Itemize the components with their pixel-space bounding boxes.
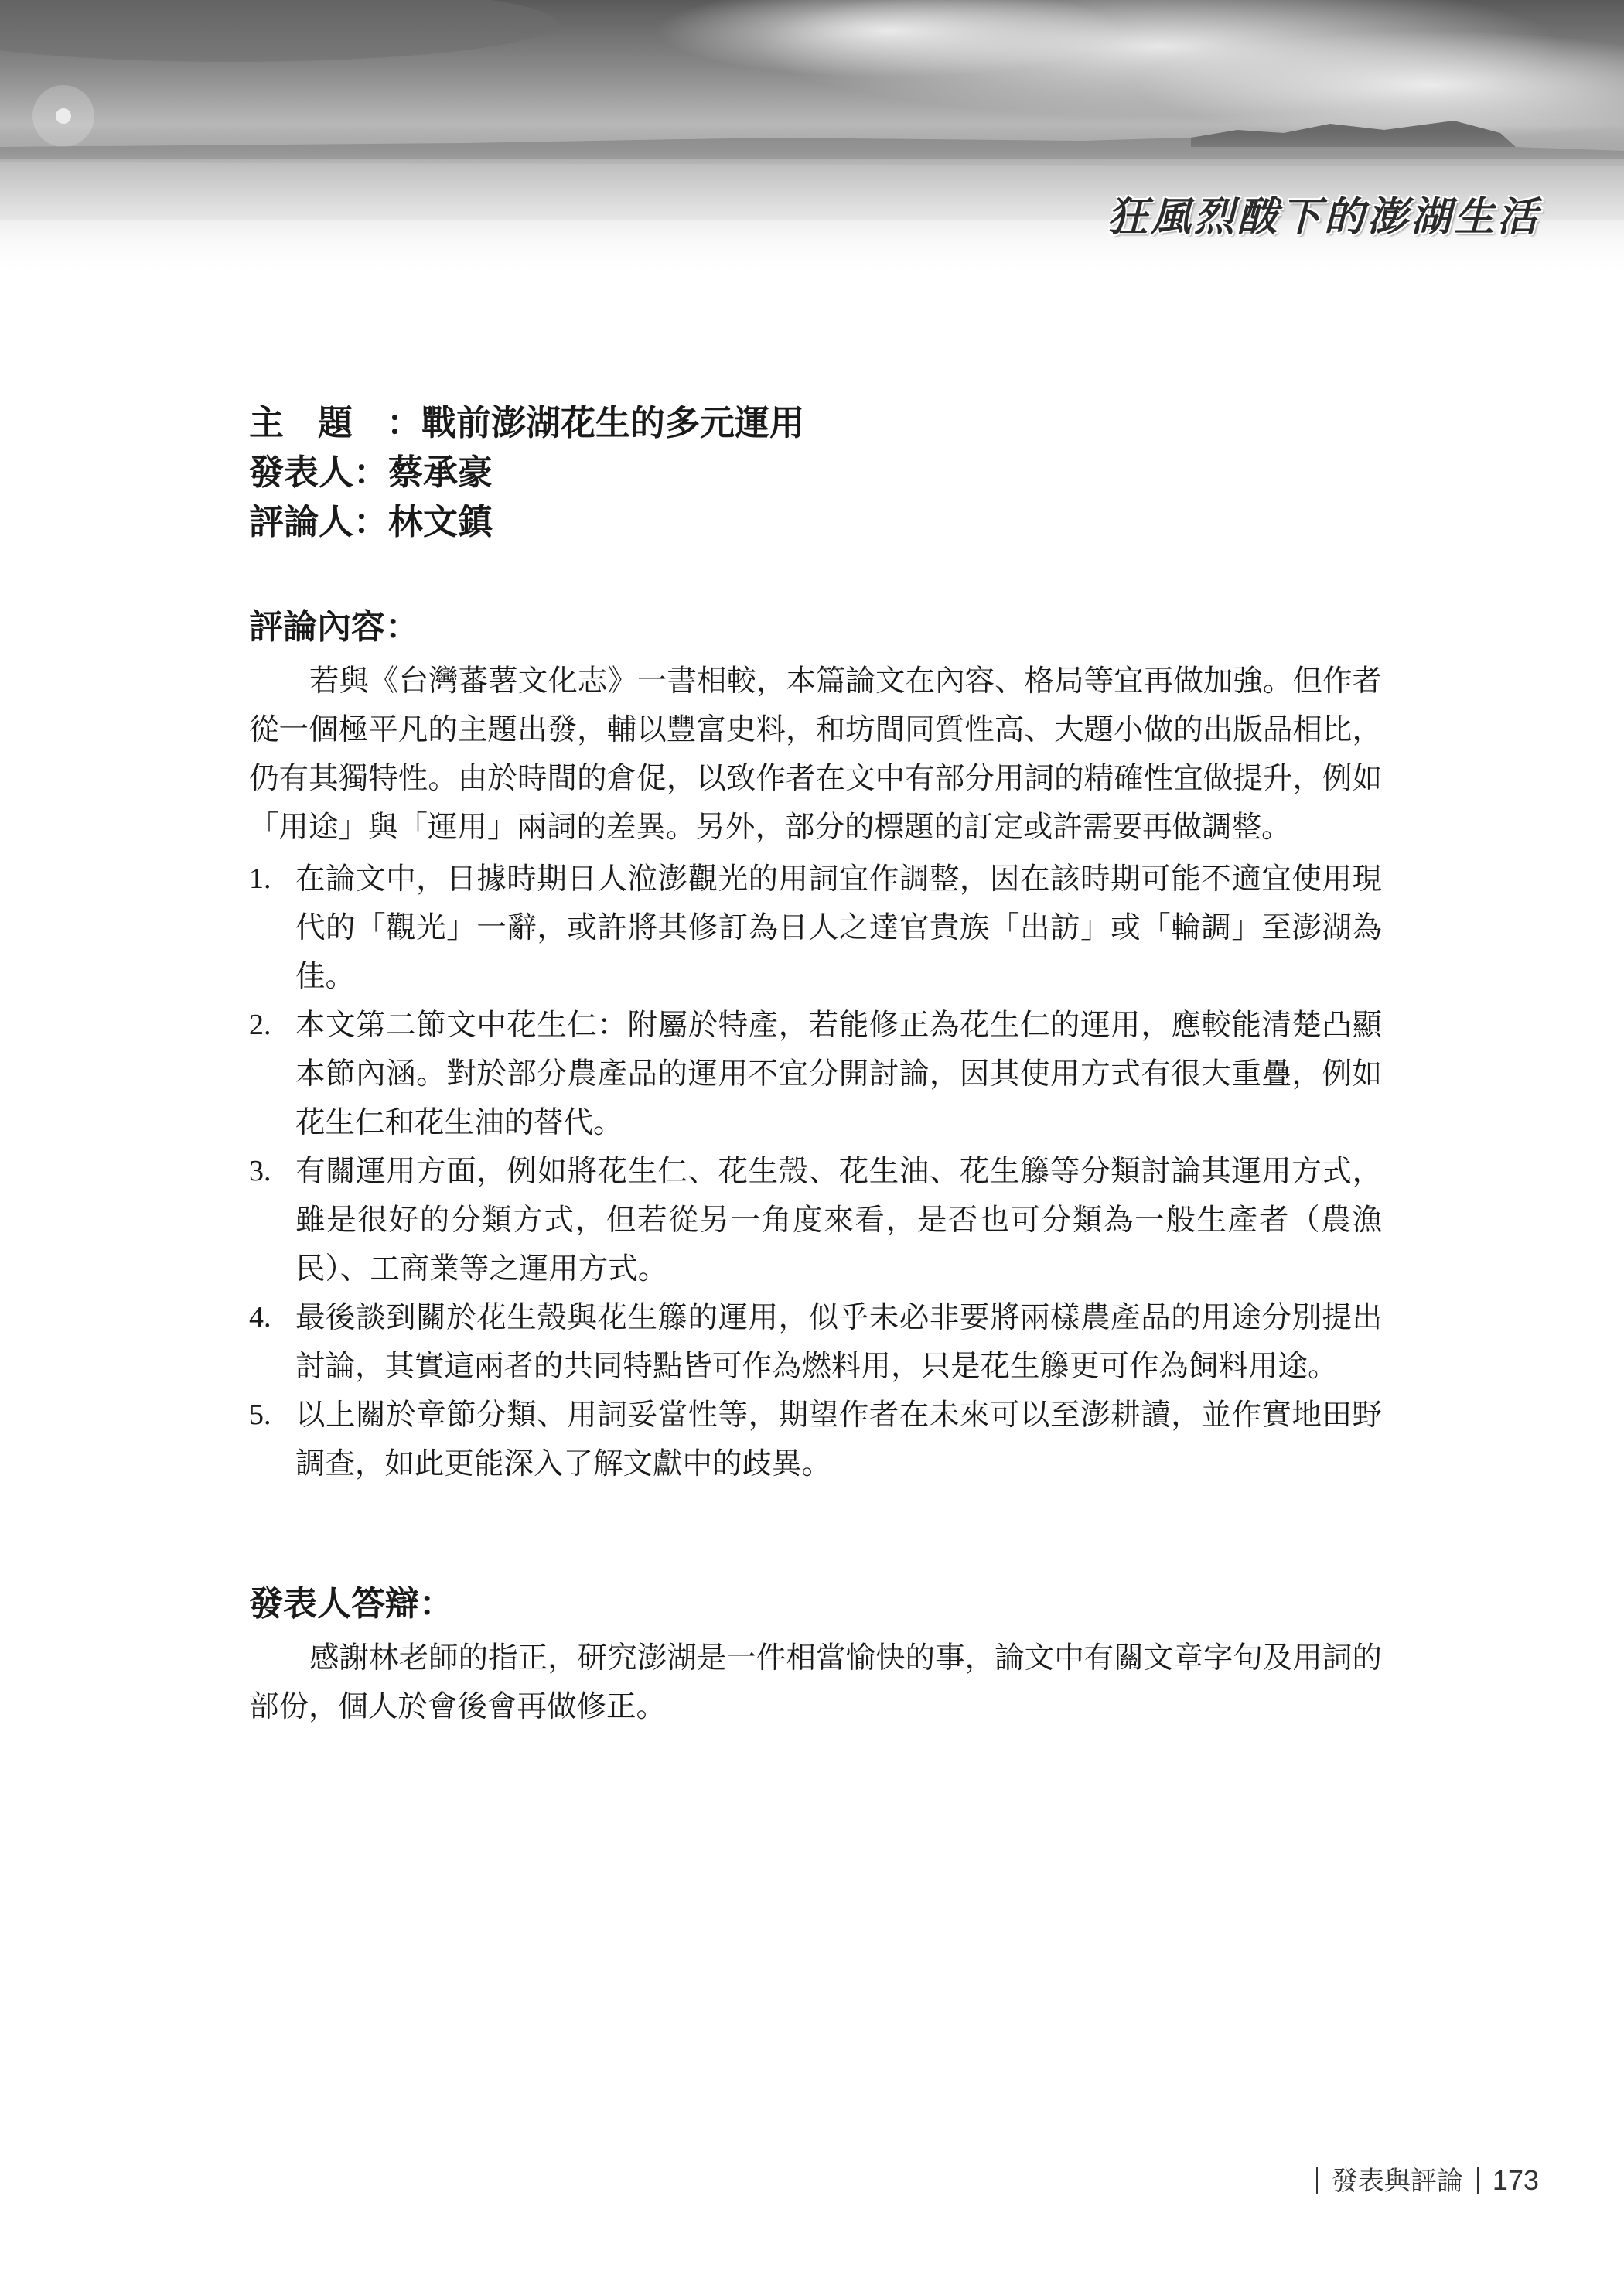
reviewer-value: 林文鎮: [388, 501, 493, 542]
article-body: [249, 398, 1382, 1761]
list-item: 2. 本文第二節文中花生仁：附屬於特產，若能修正為花生仁的運用，應較能清楚凸顯本節內涵。對於部分農產品的運用不宜分開討論，因其使用方式有很大重疊，例如花生仁和花生油的替代。: [249, 1008, 1382, 1140]
header-banner: [0, 0, 1624, 278]
footer-section: 發表與評論: [1331, 2166, 1463, 2197]
review-intro: 若與《台灣蕃薯文化志》一書相較，本篇論文在內容、格局等宜再做加強。但作者從一個極平凡的主題出發，輔以豐富史料，和坊間同質性高、大題小做的出版品相比，仍有其獨特性。由於時間的倉促，以致作者在文中有部分用詞的精確性宜做提升，例如「用途」與「運用」兩詞的差異。另外，部分的標題的訂定或許需要再做調整。: [249, 664, 1382, 845]
divider: [1477, 2167, 1479, 2194]
topic-line: 主題：戰前澎湖花生的多元運用: [249, 398, 1382, 448]
reply-heading: 發表人答辯：: [249, 1584, 453, 1624]
divider: [1316, 2167, 1318, 2194]
list-item: 5. 以上關於章節分類、用詞妥當性等，期望作者在未來可以至澎耕讀，並作實地田野調查，如此更能深入了解文獻中的歧異。: [249, 1398, 1382, 1481]
list-item: 3. 有關運用方面，例如將花生仁、花生殼、花生油、花生籐等分類討論其運用方式，雖是很好的分類方式，但若從另一角度來看，是否也可分類為一般生產者（農漁民）、工商業等之運用方式。: [249, 1154, 1382, 1286]
topic-label: 主題: [249, 402, 387, 443]
list-item: 4. 最後談到關於花生殼與花生籐的運用，似乎未必非要將兩樣農產品的用途分別提出討論，其實這兩者的共同特點皆可作為燃料用，只是花生籐更可作為飼料用途。: [249, 1300, 1382, 1384]
list-item: 1. 在論文中，日據時期日人涖澎觀光的用詞宜作調整，因在該時期可能不適宜使用現代的「觀光」一辭，或許將其修訂為日人之達官貴族「出訪」或「輪調」至澎湖為佳。: [249, 862, 1382, 994]
reviewer-line: 評論人：林文鎮: [249, 497, 1382, 547]
topic-value: 戰前澎湖花生的多元運用: [421, 402, 805, 443]
review-points: [249, 855, 1382, 1488]
presenter-line: 發表人：蔡承豪: [249, 448, 1382, 497]
review-heading: 評論內容：: [249, 607, 419, 647]
presenter-label: 發表人: [249, 452, 354, 493]
reviewer-label: 評論人: [249, 501, 354, 542]
running-title: 狂風烈酦下的澎湖生活: [1107, 194, 1540, 241]
page-footer: [1302, 2160, 1539, 2198]
page-number: 173: [1492, 2164, 1539, 2196]
reply-text: 感謝林老師的指正，研究澎湖是一件相當愉快的事，論文中有關文章字句及用詞的部份，個人於會後會再做修正。: [249, 1641, 1382, 1724]
presenter-value: 蔡承豪: [388, 452, 493, 493]
